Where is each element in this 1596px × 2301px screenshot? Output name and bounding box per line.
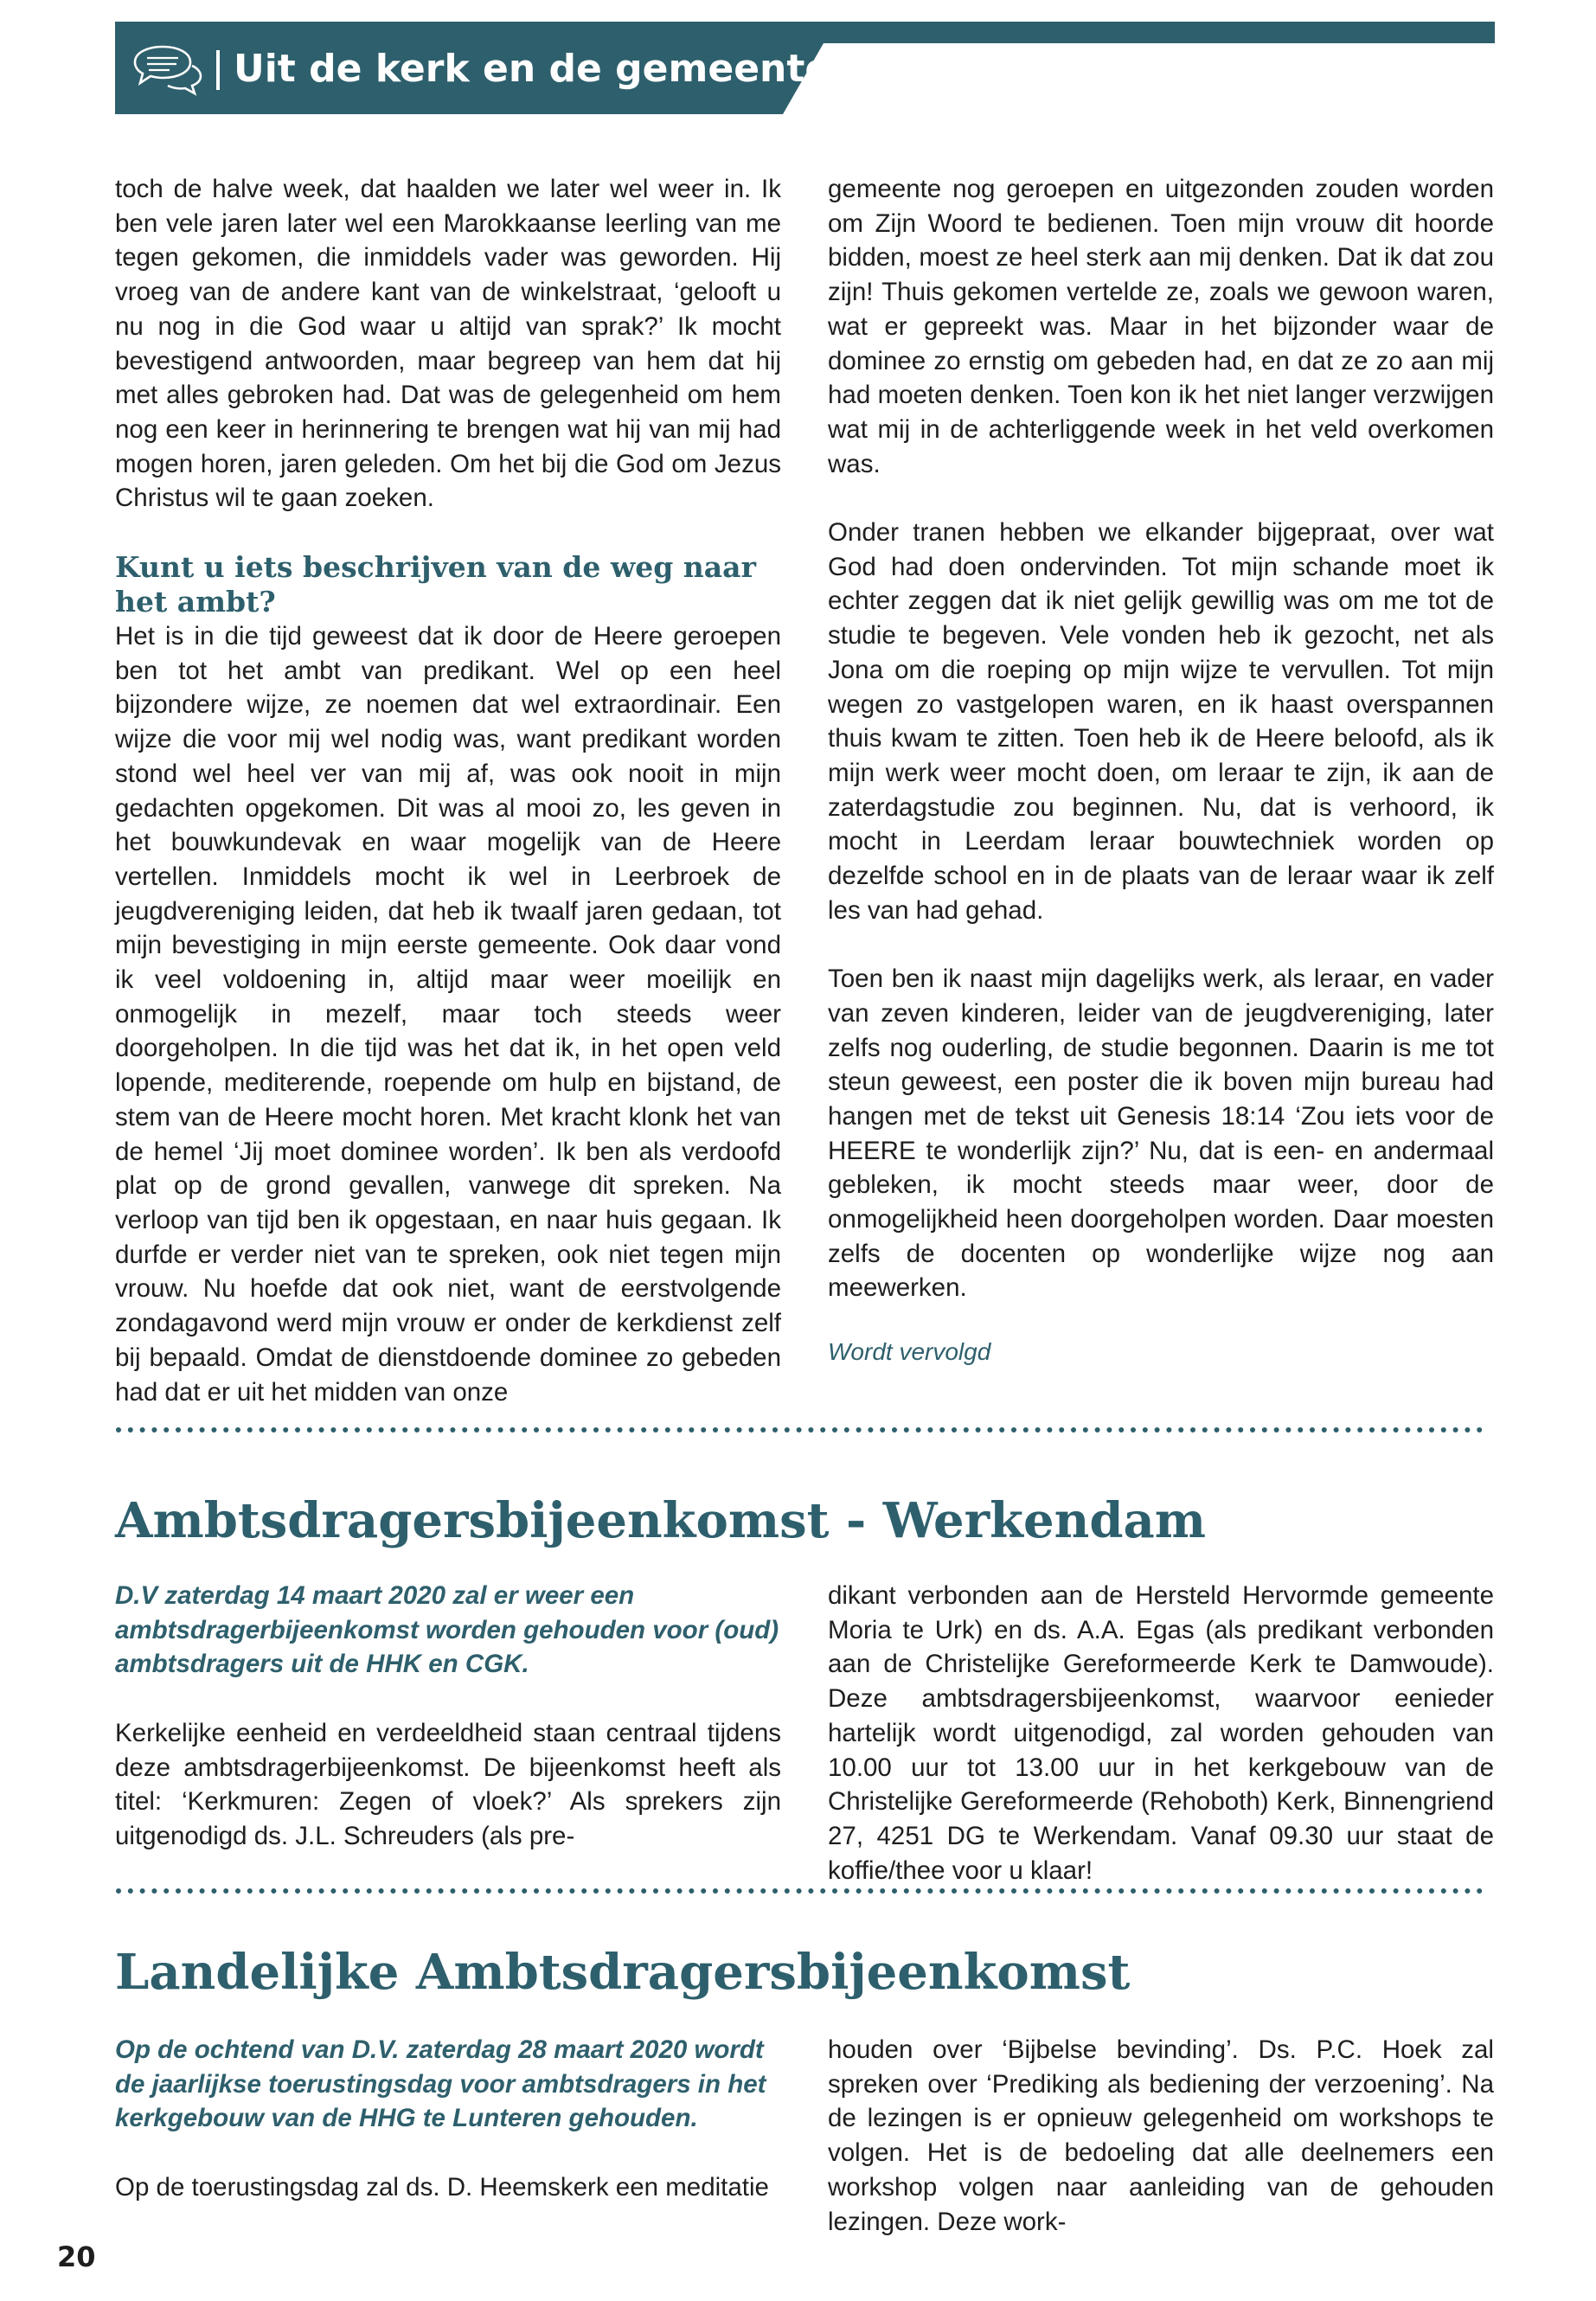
section-title: Uit de kerk en de gemeenten (234, 47, 858, 91)
article3-paragraph: Op de toerustingsdag zal ds. D. Heemskerk een meditatie (115, 2172, 769, 2202)
banner-separator (216, 50, 220, 90)
dotted-divider (115, 1426, 1495, 1434)
article2-title: Ambtsdragersbijeenkomst - Werkendam (115, 1492, 1207, 1549)
article3-title: Landelijke Ambtsdragersbijeenkomst (115, 1944, 1131, 2001)
article1-paragraph: Onder tranen hebben we elkander bijgepraat, over wat God had doen ondervinden. Tot mijn schande moet ik echter zeggen dat ik niet gelijk gewillig was om me tot de studie te begeven. Vele vonden heb ik gezocht, net als Jona om die roeping op mijn wijze te vervullen. Tot mijn wegen zo vastgelopen waren, en ik haast overspannen thuis kwam te zitten. Toen heb ik de Heere beloofd, als ik mijn werk weer mocht doen, om leraar te zijn, ik aan de zaterdagstudie zou beginnen. Nu, dat is verhoord, ik mocht in Leerdam leraar bouwtechniek worden op dezelfde school en in de plaats van de leraar waar ik zelf les van had gehad. (828, 518, 1494, 925)
article1-paragraph: Het is in die tijd geweest dat ik door de Heere geroepen ben tot het ambt van predikant. Wel op een heel bijzondere wijze, ze noemen dat wel extraordinair. Een wijze die voor mij wel nodig was, want predikant worden stond wel heel ver van mij af, was ook nooit in mijn gedachten opgekomen. Dit was al mooi zo, les geven in het bouwkundevak en waar mogelijk van de Heere vertellen. Inmiddels mocht ik wel in Leerbroek de jeugdvereniging leiden, dat heb ik twaalf jaren gedaan, tot mijn bevestiging in mijn eerste gemeente. Ook daar vond ik veel voldoening in, altijd maar weer moeilijk en onmogelijk in mezelf, maar toch steeds weer doorgeholpen. In die tijd was het dat ik, in het open veld lopende, mediterende, roepende om hulp en bijstand, de stem van de Heere mocht horen. Met kracht klonk het van de hemel ‘Jij moet dominee worden’. Ik ben als verdoofd plat op de grond gevallen, vanwege dit spreken. Na verloop van tijd ben ik opgestaan, en naar huis gegaan. Ik durfde er verder niet van te spreken, ook niet tegen mijn vrouw. Nu hoefde dat ook niet, want de eerstvolgende zondagavond werd mijn vrouw er onder de kerkdienst zelf bij bepaald. Omdat de dienstdoende dominee zo gebeden had dat er uit het midden van onze (115, 622, 781, 1407)
page-number: 20 (57, 2240, 96, 2273)
article2-right-column (828, 1579, 1494, 1888)
article1-paragraph: Toen ben ik naast mijn dagelijks werk, als leraar, en vader van zeven kinderen, leider van de jeugdvereniging, later zelfs nog ouderling, de studie begonnen. Daarin is me tot steun geweest, een poster die ik boven mijn bureau had hangen met de tekst uit Genesis 18:14 ‘Zou iets voor de HEERE te wonderlijk zijn?’ Nu, dat is een- en andermaal gebleken, ik mocht steeds maar weer, door de onmogelijkheid heen doorgeholpen worden. Daar moesten zelfs de docenten op wonderlijke wijze nog aan meewerken. (828, 965, 1494, 1303)
article2-left-column (115, 1579, 781, 1854)
article2-paragraph: dikant verbonden aan de Hersteld Hervormde gemeente Moria te Urk) en ds. A.A. Egas (als predikant verbonden aan de Christelijke Gereformeerde Kerk te Damwoude). Deze ambtsdragersbijeenkomst, waarvoor eenieder hartelijk wordt uitgenodigd, zal worden gehouden van 10.00 uur tot 13.00 uur in het kerkgebouw van de Christelijke Gereformeerde (Rehoboth) Kerk, Binnengriend 27, 4251 DG te Werkendam. Vanaf 09.30 uur staat de koffie/thee voor u klaar! (828, 1581, 1494, 1885)
speech-bubbles-icon (130, 43, 202, 97)
article1-right-column (828, 172, 1494, 1305)
article1-left-column (115, 172, 781, 1409)
article3-paragraph: houden over ‘Bijbelse bevinding’. Ds. P.C. Hoek zal spreken over ‘Prediking als bediening der verzoening’. Na de lezingen is er opnieuw gelegenheid om workshops te volgen. Het is de bedoeling dat alle deelnemers een workshop volgen naar aanleiding van de gehouden lezingen. Deze work- (828, 2035, 1494, 2236)
article1-paragraph: toch de halve week, dat haalden we later wel weer in. Ik ben vele jaren later wel een Marokkaanse leerling van me tegen gekomen, die inmiddels vader was geworden. Hij vroeg van de andere kant van de winkelstraat, ‘gelooft u nu nog in die God waar u altijd van sprak?’ Ik mocht bevestigend antwoorden, maar begreep van hem dat hij met alles gebroken had. Dat was de gelegenheid om hem nog een keer in herinnering te brengen wat hij van mij had mogen horen, jaren geleden. Om het bij die God om Jezus Christus wil te gaan zoeken. (115, 175, 781, 513)
article1-subheading: Kunt u iets beschrijven van de weg naar het ambt? (115, 550, 756, 619)
article2-paragraph: Kerkelijke eenheid en verdeeldheid staan centraal tijdens deze ambtsdragerbijeenkomst. De bijeenkomst heeft als titel: ‘Kerkmuren: Zegen of vloek?’ Als sprekers zijn uitgenodigd ds. J.L. Schreuders (als pre- (115, 1718, 781, 1850)
article1-paragraph: gemeente nog geroepen en uitgezonden zouden worden om Zijn Woord te bedienen. Toen mijn vrouw dit hoorde bidden, moest ze heel sterk aan mij denken. Dat ik dat zou zijn! Thuis gekomen vertelde ze, zoals we gewoon waren, wat er gepreekt was. Maar in het bijzonder waar de dominee zo ernstig om gebeden had, en dat ze zo aan mij had moeten denken. Toen kon ik het niet langer verzwijgen wat mij in de achterliggende week in het veld overkomen was. (828, 175, 1494, 478)
continued-note: Wordt vervolgd (828, 1338, 991, 1365)
article3-right-column (828, 2033, 1494, 2239)
dotted-divider (115, 1887, 1495, 1895)
article2-lead: D.V zaterdag 14 maart 2020 zal er weer een ambtsdragerbijeenkomst worden gehouden voor (oud) ambtsdragers uit de HHK en CGK. (115, 1581, 779, 1679)
section-banner (0, 0, 1596, 117)
article3-lead: Op de ochtend van D.V. zaterdag 28 maart 2020 wordt de jaarlijkse toerustingsdag voor ambtsdragers in het kerkgebouw van de HHG te Lunteren gehouden. (115, 2035, 766, 2133)
article3-left-column (115, 2033, 781, 2205)
